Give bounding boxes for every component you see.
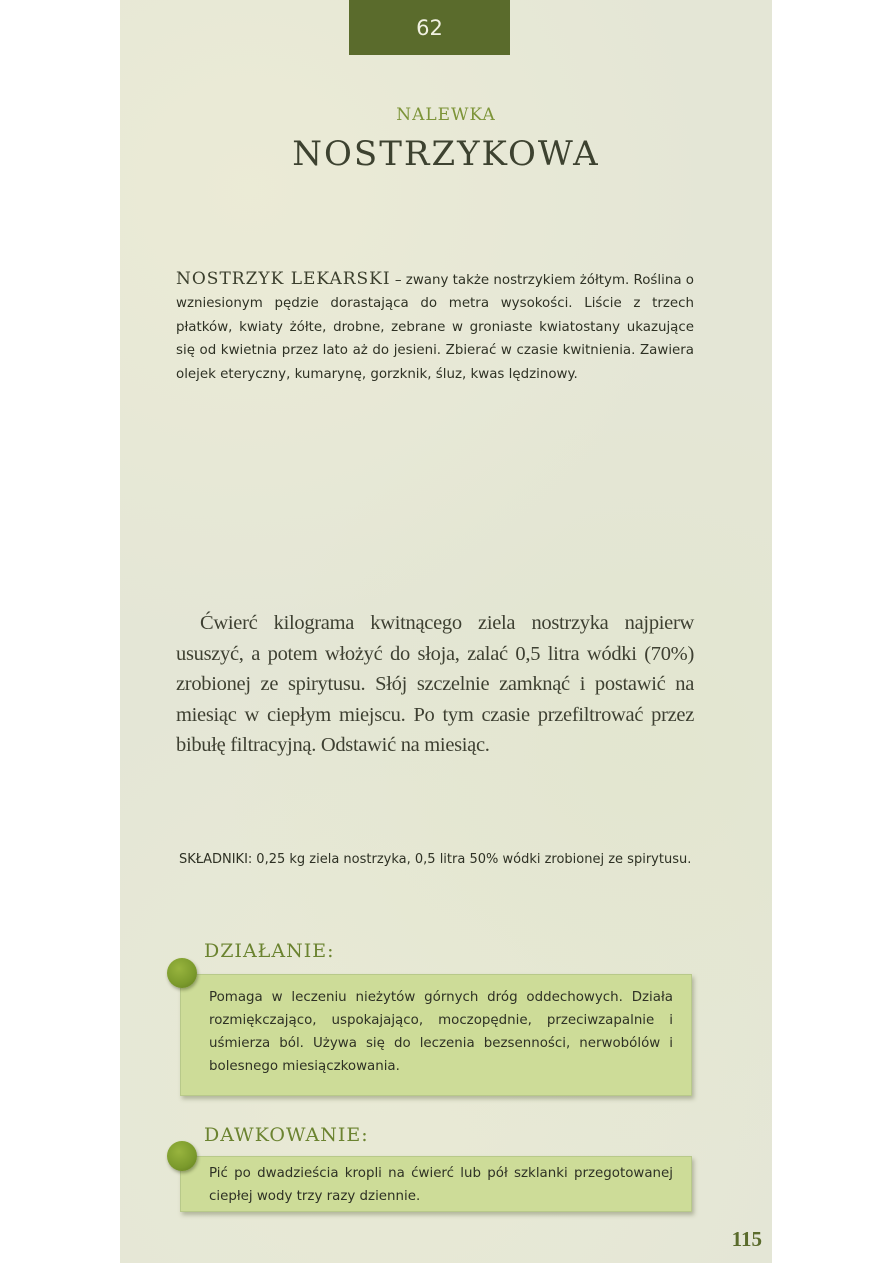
chapter-number: 62 xyxy=(416,15,443,40)
book-page xyxy=(120,0,772,1263)
action-box xyxy=(180,974,692,1096)
bullet-dot-icon xyxy=(167,958,197,988)
bullet-dot-icon xyxy=(167,1141,197,1171)
action-heading: DZIAŁANIE: xyxy=(204,940,335,962)
dosage-text: Pić po dwadzieścia kropli na ćwierć lub pół szklanki przegotowanej ciepłej wody trzy razy dziennie. xyxy=(209,1166,673,1204)
plant-description-text: – zwany także nostrzykiem żółtym. Roślina o wzniesionym pędzie dorastająca do metra wysokości. Liście z trzech płatków, kwiaty żółte, drobne, zebrane w groniaste kwiatostany ukazujące się od kwietnia przez lato aż do jesieni. Zbierać w czasie kwitnienia. Zawiera olejek eteryczny, kumarynę, gorzknik, śluz, kwas lędzinowy. xyxy=(176,273,694,382)
dosage-heading: DAWKOWANIE: xyxy=(204,1124,369,1146)
ingredients-label: SKŁADNIKI: xyxy=(179,852,253,867)
action-text: Pomaga w leczeniu nieżytów górnych dróg oddechowych. Działa rozmiękczająco, uspokajająco, moczopędnie, przeciwzapalnie i uśmierza ból. Używa się do leczenia bezsenności, nerwobólów i bolesnego miesiączkowania. xyxy=(209,990,673,1074)
recipe-instructions: Ćwierć kilograma kwitnącego ziela nostrzyka najpierw ususzyć, a potem włożyć do słoja, zalać 0,5 litra wódki (70%) zrobionej ze spirytusu. Słój szczelnie zamknąć i postawić na miesiąc w ciepłym miejscu. Po tym czasie przefiltrować przez bibułę filtracyjną. Odstawić na miesiąc. xyxy=(176,612,694,756)
recipe-title: NOSTRZYKOWA xyxy=(292,134,600,174)
plant-name: NOSTRZYK LEKARSKI xyxy=(176,269,391,289)
page-number: 115 xyxy=(731,1227,762,1251)
plant-description xyxy=(176,268,694,386)
dosage-box xyxy=(180,1156,692,1212)
chapter-number-tab xyxy=(349,0,510,55)
recipe-kicker: NALEWKA xyxy=(396,105,496,125)
ingredients-value: 0,25 kg ziela nostrzyka, 0,5 litra 50% wódki zrobionej ze spirytusu. xyxy=(256,852,692,867)
ingredients xyxy=(179,848,699,871)
